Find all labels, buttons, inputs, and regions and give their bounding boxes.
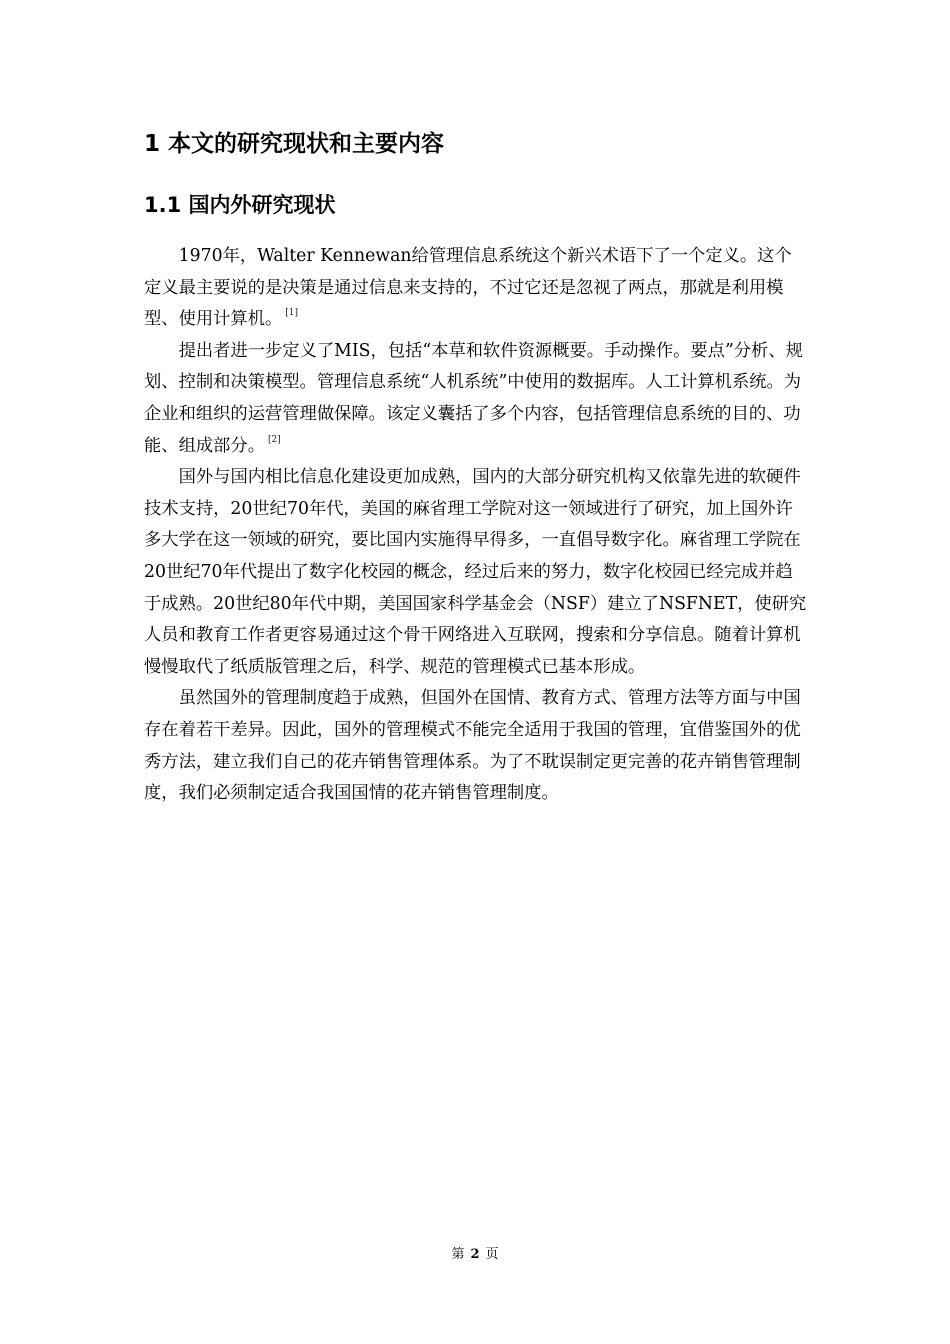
chapter-heading: 1 本文的研究现状和主要内容	[144, 131, 445, 157]
paragraph-text: 1970年，Walter Kennewan给管理信息系统这个新兴术语下了一个定义。这个定义最主要说的是决策是通过信息来支持的，不过它还是忽视了两点，那就是利用模型、使用计算机。	[144, 246, 792, 330]
page-footer	[0, 1245, 950, 1265]
footer-suffix: 页	[485, 1247, 499, 1262]
page-number: 2	[470, 1247, 480, 1262]
body-text	[144, 241, 808, 810]
footer-prefix: 第	[451, 1247, 465, 1262]
citation-marker: [1]	[285, 308, 299, 319]
paragraph	[144, 683, 808, 809]
paragraph	[144, 462, 808, 683]
section-heading: 1.1 国内外研究现状	[144, 193, 336, 217]
paragraph	[144, 336, 808, 462]
paragraph-text: 提出者进一步定义了MIS，包括“本草和软件资源概要。手动操作。要点”分析、规划、控制和决策模型。管理信息系统“人机系统”中使用的数据库。人工计算机系统。为企业和组织的运营管理做保障。该定义囊括了多个内容，包括管理信息系统的目的、功能、组成部分。	[144, 340, 803, 456]
paragraph-text: 国外与国内相比信息化建设更加成熟，国内的大部分研究机构又依靠先进的软硬件技术支持，20世纪70年代，美国的麻省理工学院对这一领域进行了研究，加上国外许多大学在这一领域的研究，要比国内实施得早得多，一直倡导数字化。麻省理工学院在20世纪70年代提出了数字化校园的概念，经过后来的努力，数字化校园已经完成并趋于成熟。20世纪80年代中期，美国国家科学基金会（NSF）建立了NSFNET，使研究人员和教育工作者更容易通过这个骨干网络进入互联网，搜索和分享信息。随着计算机慢慢取代了纸质版管理之后，科学、规范的管理模式已基本形成。	[144, 467, 807, 677]
citation-marker: [2]	[267, 434, 281, 445]
paragraph	[144, 241, 808, 336]
paragraph-text: 虽然国外的管理制度趋于成熟，但国外在国情、教育方式、管理方法等方面与中国存在着若干差异。因此，国外的管理模式不能完全适用于我国的管理，宜借鉴国外的优秀方法，建立我们自己的花卉销售管理体系。为了不耽误制定更完善的花卉销售管理制度，我们必须制定适合我国国情的花卉销售管理制度。	[144, 688, 801, 804]
